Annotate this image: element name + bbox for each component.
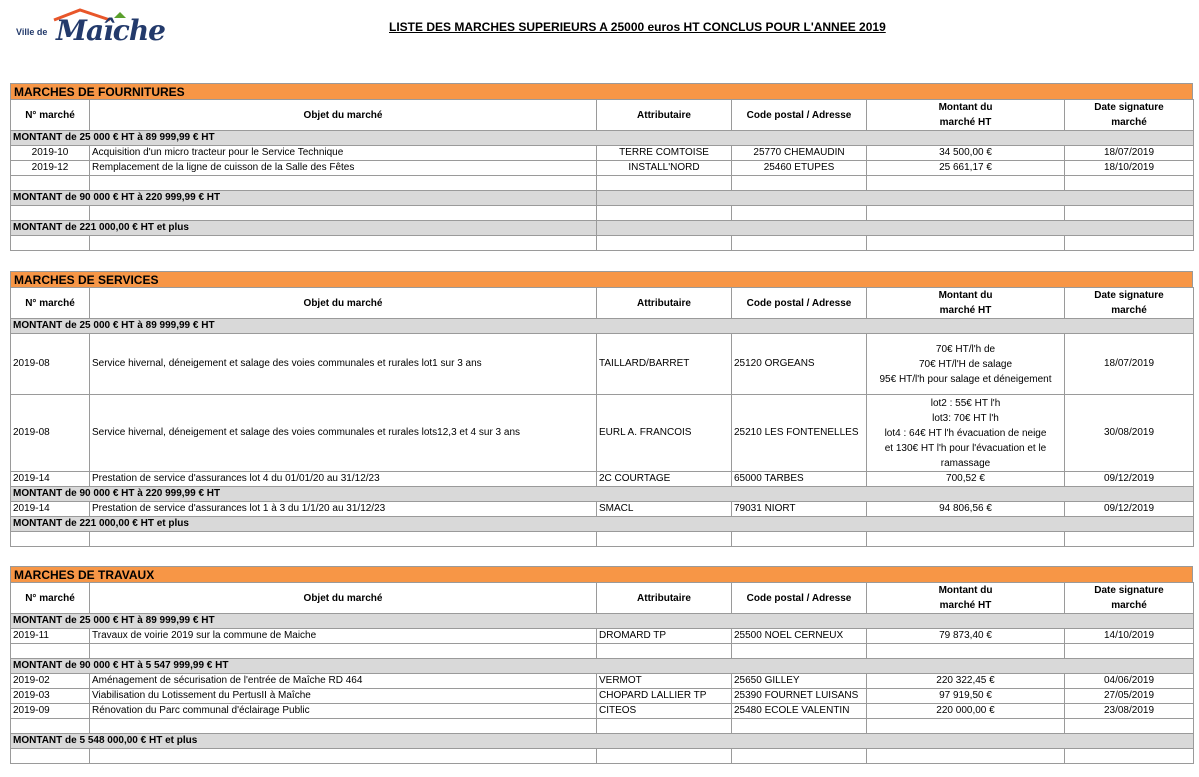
montant-line: 95€ HT/l'h pour salage et déneigement — [879, 373, 1052, 385]
cell-objet: Aménagement de sécurisation de l'entrée de Maîche RD 464 — [90, 674, 597, 689]
table-row — [11, 704, 1194, 719]
cell-num: 2019-09 — [11, 704, 90, 719]
col-date-l1: Date signature — [1094, 290, 1164, 301]
col-num: N° marché — [11, 288, 90, 319]
cell-code: 25650 GILLEY — [732, 674, 867, 689]
cell-date: 30/08/2019 — [1065, 395, 1194, 472]
col-date-l2: marché — [1111, 117, 1147, 128]
col-date — [1065, 583, 1194, 614]
col-montant — [867, 100, 1065, 131]
table-row — [11, 689, 1194, 704]
montant-line: lot3: 70€ HT l'h — [932, 412, 999, 424]
table-row — [11, 502, 1194, 517]
empty-row — [11, 206, 1194, 221]
cell-objet: Prestation de service d'assurances lot 4 du 01/01/20 au 31/12/23 — [90, 472, 597, 487]
band-label: MONTANT de 221 000,00 € HT et plus — [11, 517, 1194, 532]
band-row — [11, 221, 1194, 236]
band-row — [11, 487, 1194, 502]
ville-de-maiche-logo — [14, 8, 174, 50]
cell-num: 2019-02 — [11, 674, 90, 689]
col-objet: Objet du marché — [90, 100, 597, 131]
col-montant-l2: marché HT — [939, 600, 992, 611]
col-code: Code postal / Adresse — [732, 100, 867, 131]
fournitures-table — [10, 99, 1194, 251]
col-montant-l1: Montant du — [938, 102, 993, 113]
col-montant-l2: marché HT — [939, 305, 992, 316]
cell-objet: Acquisition d'un micro tracteur pour le Service Technique — [90, 146, 597, 161]
table-row — [11, 674, 1194, 689]
band-row — [11, 659, 1194, 674]
cell-date: 18/07/2019 — [1065, 146, 1194, 161]
col-code: Code postal / Adresse — [732, 288, 867, 319]
cell-date: 04/06/2019 — [1065, 674, 1194, 689]
band-label: MONTANT de 90 000 € HT à 5 547 999,99 € HT — [11, 659, 1194, 674]
montant-line: lot2 : 55€ HT l'h — [930, 397, 1001, 409]
col-montant-l2: marché HT — [939, 117, 992, 128]
section-services — [10, 271, 1193, 547]
cell-attributaire: INSTALL'NORD — [597, 161, 732, 176]
table-row — [11, 334, 1194, 395]
travaux-table — [10, 582, 1194, 764]
band-row — [11, 131, 1194, 146]
cell-num: 2019-14 — [11, 472, 90, 487]
col-date — [1065, 100, 1194, 131]
band-label: MONTANT de 5 548 000,00 € HT et plus — [11, 734, 1194, 749]
cell-montant: 79 873,40 € — [867, 629, 1065, 644]
col-num: N° marché — [11, 100, 90, 131]
cell-attributaire: VERMOT — [597, 674, 732, 689]
band-label: MONTANT de 90 000 € HT à 220 999,99 € HT — [11, 191, 597, 206]
col-montant-l1: Montant du — [938, 290, 993, 301]
cell-date: 09/12/2019 — [1065, 502, 1194, 517]
cell-montant: 94 806,56 € — [867, 502, 1065, 517]
cell-date: 18/10/2019 — [1065, 161, 1194, 176]
cell-montant: 700,52 € — [867, 472, 1065, 487]
cell-code: 25500 NOEL CERNEUX — [732, 629, 867, 644]
col-date-l2: marché — [1111, 600, 1147, 611]
band-label: MONTANT de 221 000,00 € HT et plus — [11, 221, 597, 236]
cell-attributaire: SMACL — [597, 502, 732, 517]
empty-row — [11, 644, 1194, 659]
cell-montant — [867, 334, 1065, 395]
section-fournitures — [10, 83, 1193, 251]
cell-code: 25770 CHEMAUDIN — [732, 146, 867, 161]
logo-small-text: Ville de — [16, 27, 48, 37]
cell-date: 14/10/2019 — [1065, 629, 1194, 644]
cell-montant — [867, 395, 1065, 472]
col-montant — [867, 583, 1065, 614]
empty-row — [11, 236, 1194, 251]
cell-montant: 97 919,50 € — [867, 689, 1065, 704]
cell-montant: 220 000,00 € — [867, 704, 1065, 719]
cell-attributaire: 2C COURTAGE — [597, 472, 732, 487]
table-header — [11, 100, 1194, 131]
cell-objet: Prestation de service d'assurances lot 1 à 3 du 1/1/20 au 31/12/23 — [90, 502, 597, 517]
empty-row — [11, 749, 1194, 764]
band-row — [11, 319, 1194, 334]
empty-row — [11, 532, 1194, 547]
cell-objet: Rénovation du Parc communal d'éclairage Public — [90, 704, 597, 719]
band-row — [11, 517, 1194, 532]
cell-attributaire: TAILLARD/BARRET — [597, 334, 732, 395]
cell-code: 25120 ORGEANS — [732, 334, 867, 395]
cell-montant: 220 322,45 € — [867, 674, 1065, 689]
montant-line: 70€ HT/l'h de — [935, 343, 996, 355]
table-row — [11, 395, 1194, 472]
band-label: MONTANT de 25 000 € HT à 89 999,99 € HT — [11, 131, 1194, 146]
table-row — [11, 629, 1194, 644]
band-label: MONTANT de 25 000 € HT à 89 999,99 € HT — [11, 319, 1194, 334]
cell-num: 2019-03 — [11, 689, 90, 704]
cell-num: 2019-12 — [11, 161, 90, 176]
col-objet: Objet du marché — [90, 583, 597, 614]
cell-montant: 34 500,00 € — [867, 146, 1065, 161]
col-montant — [867, 288, 1065, 319]
logo-big-text: Maîche — [56, 14, 165, 47]
cell-objet: Service hivernal, déneigement et salage des voies communales et rurales lots12,3 et 4 sur 3 ans — [90, 395, 597, 472]
section-title: MARCHES DE FOURNITURES — [10, 83, 1193, 99]
cell-attributaire: TERRE COMTOISE — [597, 146, 732, 161]
col-attributaire: Attributaire — [597, 583, 732, 614]
cell-code: 25460 ETUPES — [732, 161, 867, 176]
cell-num: 2019-10 — [11, 146, 90, 161]
table-row — [11, 146, 1194, 161]
table-header — [11, 583, 1194, 614]
cell-objet: Viabilisation du Lotissement du PertusII à Maîche — [90, 689, 597, 704]
band-row — [11, 191, 1194, 206]
cell-num: 2019-08 — [11, 334, 90, 395]
cell-attributaire: CHOPARD LALLIER TP — [597, 689, 732, 704]
cell-code: 25390 FOURNET LUISANS — [732, 689, 867, 704]
cell-date: 27/05/2019 — [1065, 689, 1194, 704]
cell-date: 18/07/2019 — [1065, 334, 1194, 395]
empty-row — [11, 719, 1194, 734]
cell-code: 25480 ECOLE VALENTIN — [732, 704, 867, 719]
cell-objet: Travaux de voirie 2019 sur la commune de Maiche — [90, 629, 597, 644]
cell-code: 65000 TARBES — [732, 472, 867, 487]
montant-line: et 130€ HT l'h pour l'évacuation et le — [884, 442, 1047, 454]
col-date-l1: Date signature — [1094, 585, 1164, 596]
band-row — [11, 614, 1194, 629]
cell-attributaire: EURL A. FRANCOIS — [597, 395, 732, 472]
col-attributaire: Attributaire — [597, 100, 732, 131]
cell-num: 2019-08 — [11, 395, 90, 472]
montant-line: ramassage — [940, 457, 991, 469]
cell-date: 23/08/2019 — [1065, 704, 1194, 719]
band-label: MONTANT de 25 000 € HT à 89 999,99 € HT — [11, 614, 1194, 629]
col-attributaire: Attributaire — [597, 288, 732, 319]
cell-num: 2019-11 — [11, 629, 90, 644]
cell-num: 2019-14 — [11, 502, 90, 517]
col-montant-l1: Montant du — [938, 585, 993, 596]
services-table — [10, 287, 1194, 547]
col-date-l2: marché — [1111, 305, 1147, 316]
band-row — [11, 734, 1194, 749]
table-header — [11, 288, 1194, 319]
cell-attributaire: DROMARD TP — [597, 629, 732, 644]
montant-line: 70€ HT/l'H de salage — [918, 358, 1013, 370]
cell-attributaire: CITEOS — [597, 704, 732, 719]
section-title: MARCHES DE SERVICES — [10, 271, 1193, 287]
col-date — [1065, 288, 1194, 319]
col-date-l1: Date signature — [1094, 102, 1164, 113]
section-title: MARCHES DE TRAVAUX — [10, 566, 1193, 582]
cell-objet: Remplacement de la ligne de cuisson de la Salle des Fêtes — [90, 161, 597, 176]
cell-code: 25210 LES FONTENELLES — [732, 395, 867, 472]
cell-montant: 25 661,17 € — [867, 161, 1065, 176]
section-travaux — [10, 566, 1193, 764]
empty-row — [11, 176, 1194, 191]
col-objet: Objet du marché — [90, 288, 597, 319]
table-row — [11, 472, 1194, 487]
montant-line: lot4 : 64€ HT l'h évacuation de neige — [884, 427, 1047, 439]
band-label: MONTANT de 90 000 € HT à 220 999,99 € HT — [11, 487, 1194, 502]
table-row — [11, 161, 1194, 176]
col-code: Code postal / Adresse — [732, 583, 867, 614]
cell-date: 09/12/2019 — [1065, 472, 1194, 487]
cell-code: 79031 NIORT — [732, 502, 867, 517]
cell-objet: Service hivernal, déneigement et salage des voies communales et rurales lot1 sur 3 ans — [90, 334, 597, 395]
page-title: LISTE DES MARCHES SUPERIEURS A 25000 euros HT CONCLUS POUR L'ANNEE 2019 — [389, 20, 886, 34]
col-num: N° marché — [11, 583, 90, 614]
